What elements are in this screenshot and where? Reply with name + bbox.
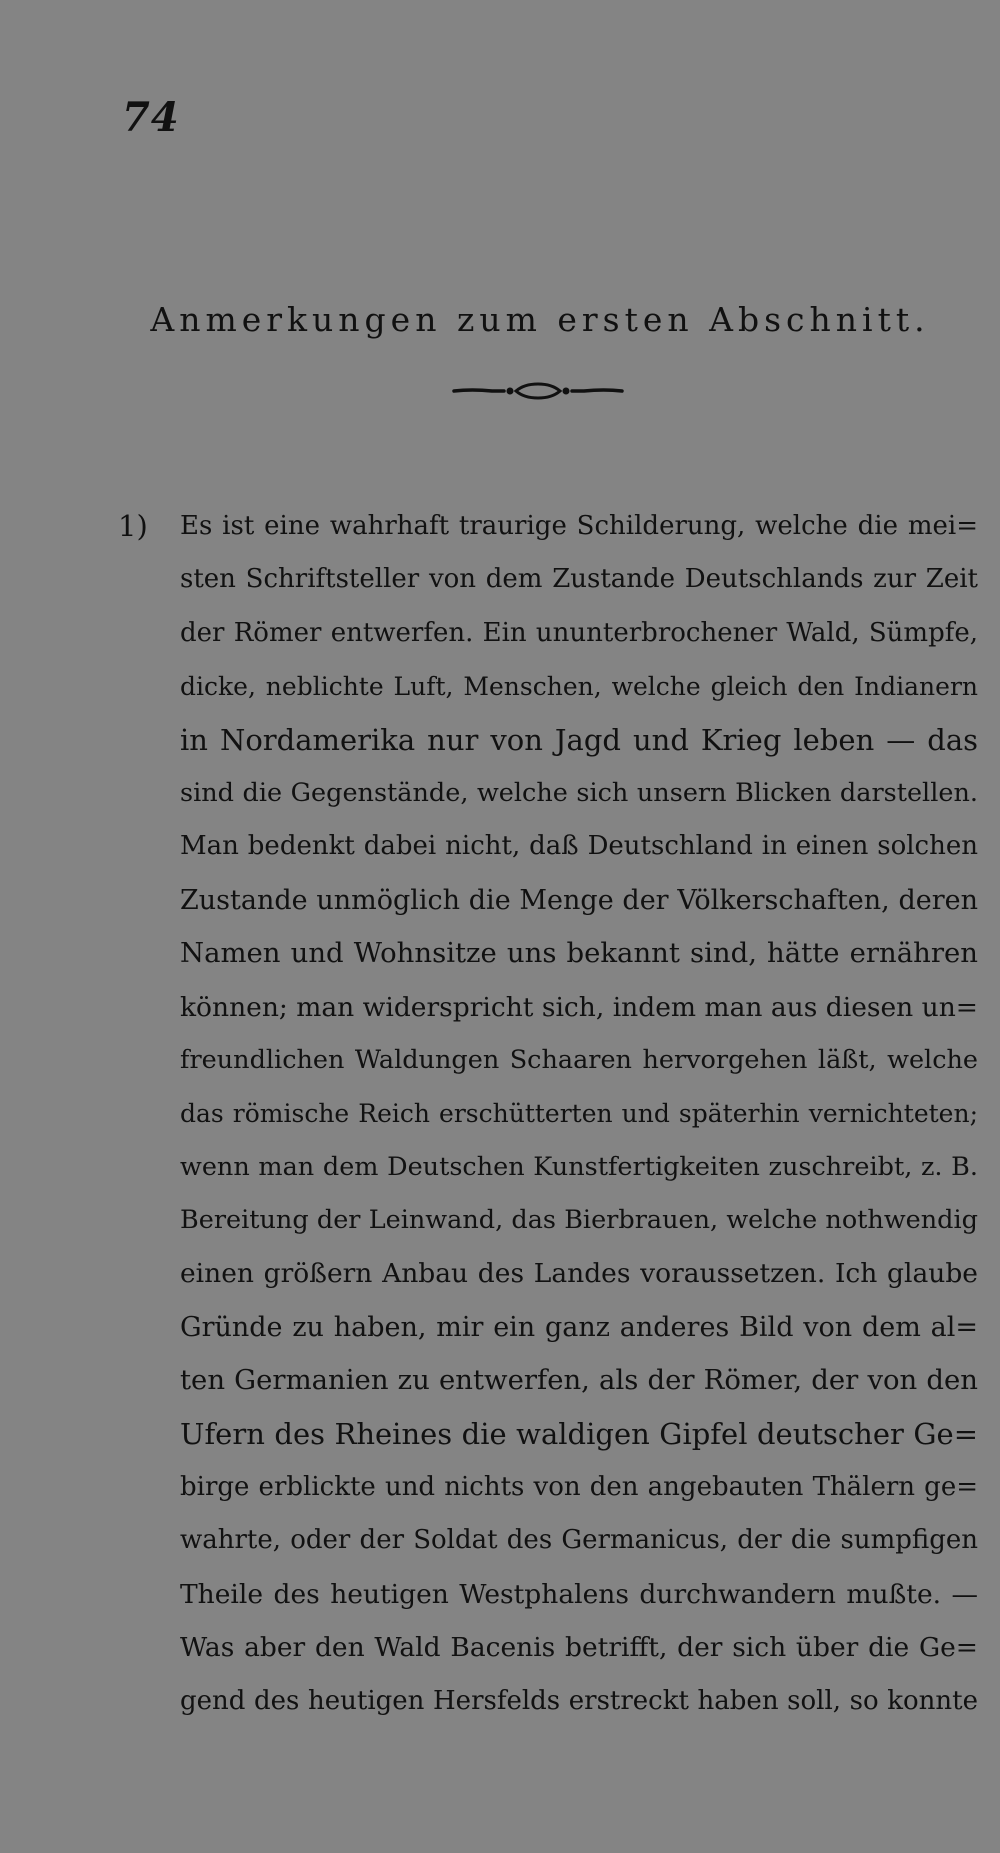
page-number: 74 (122, 94, 180, 141)
line-indent (118, 1354, 180, 1407)
text-line (118, 874, 978, 927)
line-text: der Römer entwerfen. Ein ununterbrochener Wald, Sümpfe, (180, 617, 978, 648)
line-text: das römische Reich erschütterten und späterhin vernichteten; (180, 1099, 978, 1129)
line-indent (118, 1087, 180, 1140)
text-line (118, 1141, 978, 1194)
line-indent (118, 767, 180, 820)
line-text: Was aber den Wald Bacenis betrifft, der sich über die Ge= (180, 1632, 978, 1664)
line-indent (118, 874, 180, 927)
text-line (118, 1408, 978, 1461)
line-text: freundlichen Waldungen Schaaren hervorgehen läßt, welche (180, 1044, 978, 1075)
line-text: dicke, neblichte Luft, Menschen, welche gleich den Indianern (180, 672, 978, 702)
section-title: Anmerkungen zum ersten Abschnitt. (150, 300, 930, 339)
line-indent (118, 660, 180, 713)
text-line (118, 1461, 978, 1514)
text-line (118, 1568, 978, 1621)
line-indent (118, 714, 180, 767)
ornament-divider (452, 380, 624, 402)
text-line (118, 553, 978, 606)
line-text: Theile des heutigen Westphalens durchwandern mußte. — (180, 1578, 978, 1610)
text-line (118, 500, 978, 553)
line-indent (118, 1461, 180, 1514)
line-indent (118, 1621, 180, 1674)
line-text: Gründe zu haben, mir ein ganz anderes Bild von dem al= (180, 1311, 978, 1343)
line-indent (118, 553, 180, 606)
line-text: in Nordamerika nur von Jagd und Krieg leben — das (180, 722, 978, 757)
line-indent (118, 1568, 180, 1621)
line-text: birge erblickte und nichts von den angebauten Thälern ge= (180, 1472, 978, 1503)
line-text: wahrte, oder der Soldat des Germanicus, der die sumpfigen (180, 1525, 978, 1556)
line-text: Zustande unmöglich die Menge der Völkerschaften, deren (180, 884, 978, 916)
footnote-paragraph (118, 500, 978, 1728)
line-indent (118, 1034, 180, 1087)
line-indent (118, 1408, 180, 1461)
text-line (118, 1621, 978, 1674)
text-line (118, 927, 978, 980)
line-indent (118, 1514, 180, 1567)
line-text: ten Germanien zu entwerfen, als der Römer, der von den (180, 1364, 978, 1397)
text-line (118, 767, 978, 820)
line-indent (118, 820, 180, 873)
footnote-marker: 1) (118, 509, 148, 543)
line-indent (118, 1141, 180, 1194)
line-indent (118, 1247, 180, 1300)
text-line (118, 1675, 978, 1728)
text-line (118, 607, 978, 660)
line-indent (118, 927, 180, 980)
line-indent (118, 1301, 180, 1354)
text-line (118, 714, 978, 767)
line-text: Namen und Wohnsitze uns bekannt sind, hätte ernähren (180, 937, 978, 970)
line-text: einen größern Anbau des Landes voraussetzen. Ich glaube (180, 1258, 978, 1290)
line-text: Man bedenkt dabei nicht, daß Deutschland in einen solchen (180, 831, 978, 862)
line-indent (118, 981, 180, 1034)
line-text: Bereitung der Leinwand, das Bierbrauen, welche nothwendig (180, 1205, 978, 1236)
text-line (118, 981, 978, 1034)
text-line (118, 1514, 978, 1567)
line-indent (118, 1194, 180, 1247)
text-line (118, 1354, 978, 1407)
line-indent (118, 607, 180, 660)
text-line (118, 1247, 978, 1300)
line-text: sind die Gegenstände, welche sich unsern Blicken darstellen. (180, 777, 978, 808)
line-text: sten Schriftsteller von dem Zustande Deutschlands zur Zeit (180, 564, 978, 595)
text-line (118, 1087, 978, 1140)
line-indent (118, 1675, 180, 1728)
text-line (118, 1301, 978, 1354)
text-line (118, 820, 978, 873)
text-line (118, 1034, 978, 1087)
text-line (118, 660, 978, 713)
line-text: Ufern des Rheines die waldigen Gipfel deutscher Ge= (180, 1416, 978, 1451)
line-text: wenn man dem Deutschen Kunstfertigkeiten zuschreibt, z. B. (180, 1151, 978, 1182)
text-line (118, 1194, 978, 1247)
line-text: gend des heutigen Hersfelds erstreckt haben soll, so konnte (180, 1685, 978, 1716)
line-text: können; man widerspricht sich, indem man aus diesen un= (180, 991, 978, 1023)
line-text: Es ist eine wahrhaft traurige Schilderung, welche die mei= (180, 511, 978, 541)
